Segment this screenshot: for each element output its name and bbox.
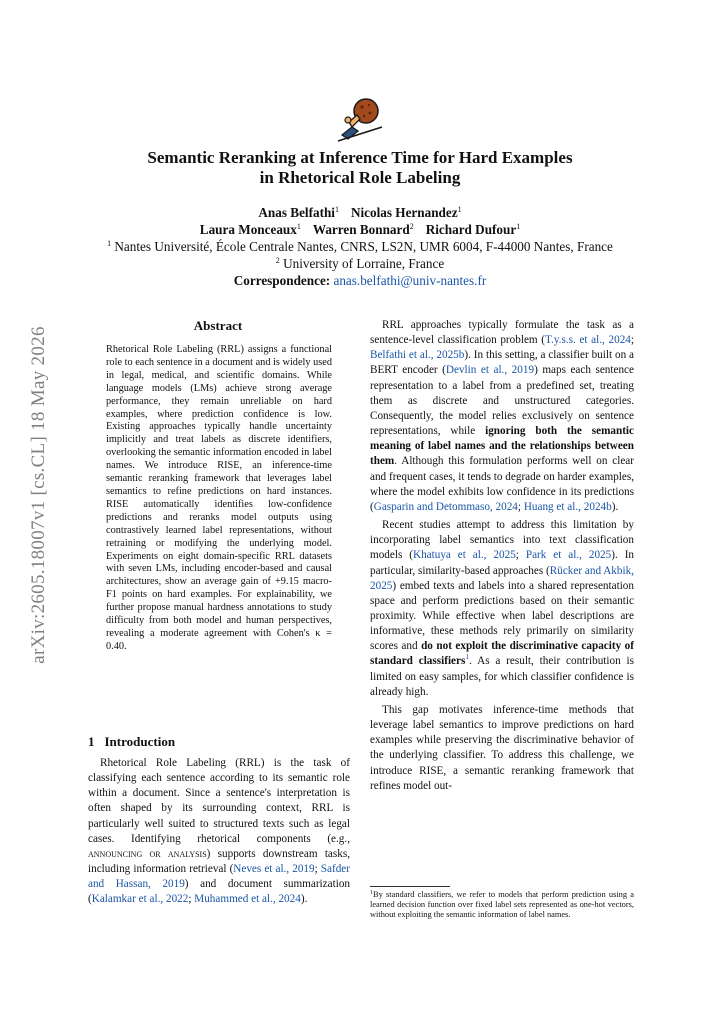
affiliation-mark: 1 [334, 205, 339, 214]
paragraph: Recent studies attempt to address this limitation by incorporating label semantics into text classification models (Khatuya et al., 2025; Park et al., 2025). In particular, similarity-based approaches (Rücker and Akbik, 2025) embed texts and labels into a shared representation space and perform predictions based on their semantic proximity. While effective when label descriptions are informative, these methods rely primarily on similarity scores and do not exploit the discriminative capacity of standard classifiers$^1$. As a result, their contribution is limited on easy samples, for which classifier confidence is already high. [370, 519, 635, 698]
paragraph: RRL approaches typically formulate the task as a sentence-level classification problem (T.y.s.s. et al., 2024; Belfathi et al., 2025b). In this setting, a classifier built on a BERT encoder (Devlin et al., 2019) maps each sentence representation to a label from a predefined set, treating them as discrete and unstructured categories. Consequently, the model relies exclusively on sentence representations, while ignoring both the semantic meaning of label names and the relationships between them. Although this formulation performs well on clear and frequent cases, it tends to degrade on harder examples, where the model exhibits low confidence in its predictions (Gasparin and Detommaso, 2024; Huang et al., 2024b). [370, 319, 634, 513]
author-name: Richard Dufour [425, 222, 517, 237]
correspondence: Correspondence: anas.belfathi@univ-nantes.fr [233, 273, 487, 288]
section-heading-introduction [88, 734, 350, 750]
affiliation-2: $^2$ University of Lorraine, France [275, 256, 445, 271]
email-link[interactable]: anas.belfathi@univ-nantes.fr [333, 273, 487, 288]
introduction-body [88, 756, 350, 908]
citation-link[interactable]: Belfathi et al., 2025b [370, 349, 465, 362]
affiliation-mark: 1 [296, 222, 301, 231]
citation-link[interactable]: Devlin et al., 2019 [445, 364, 535, 377]
author-block [60, 204, 660, 289]
author-name: Laura Monceaux [199, 222, 297, 237]
citation-link[interactable]: Park et al., 2025 [525, 549, 612, 562]
paragraph: This gap motivates inference-time methods that leverage label semantics to improve predictions on hard examples while preserving the discriminative behavior of the underlying classifier. To address this challenge, we introduce RISE, a semantic reranking framework that refines model out- [370, 703, 634, 792]
arxiv-sidebar [18, 295, 60, 695]
author-line-2 [60, 221, 660, 238]
citation-link[interactable]: Kalamkar et al., 2022 [91, 893, 189, 906]
section-title: Introduction [104, 734, 176, 749]
arxiv-id: arXiv:2605.18007v1 [cs.CL] 18 May 2026 [28, 326, 49, 664]
affiliation-1: $^1$ Nantes Université, École Centrale Nantes, CNRS, LS2N, UMR 6004, F-44000 Nantes, France [107, 239, 613, 254]
citation-link[interactable]: Neves et al., 2019 [233, 863, 315, 876]
citation-link[interactable]: Huang et al., 2024b [523, 500, 612, 513]
paragraph: Rhetorical Role Labeling (RRL) is the task of classifying each sentence according to its semantic role within a document. Since a sentence's interpretation is often shaped by its surrounding context, RRL is particularly well suited to structured texts such as legal cases. Identifying rhetorical components (e.g., announcing or analysis) supports downstream tasks, including information retrieval (Neves et al., 2019; Safder and Hassan, 2019) and document summarization (Kalamkar et al., 2022; Muhammed et al., 2024). [88, 757, 351, 906]
citation-link[interactable]: Gasparin and Detommaso, 2024 [373, 500, 518, 513]
title-line-1: Semantic Reranking at Inference Time for Hard Examples [147, 148, 573, 167]
citation-link[interactable]: Khatuya et al., 2025 [412, 549, 516, 562]
author-name: Warren Bonnard [312, 222, 410, 237]
abstract-heading: Abstract [193, 318, 243, 333]
author-name: Anas Belfathi [258, 205, 335, 220]
footnote: $^1$By standard classifiers, we refer to models that perform prediction using a learned decision function over fixed label sets represented as one-hot vectors, without exploiting the semantic information of label names. [370, 890, 634, 920]
right-column-body [370, 318, 634, 794]
author-line-1 [60, 204, 660, 221]
paper-title [100, 148, 620, 188]
title-line-2: in Rhetorical Role Labeling [259, 168, 461, 187]
citation-link[interactable]: T.y.s.s. et al., 2024 [545, 334, 631, 347]
citation-link[interactable]: Muhammed et al., 2024 [194, 893, 301, 906]
citation-link[interactable]: Safder and Hassan, 2019 [88, 863, 350, 891]
citation-link[interactable]: Rücker and Akbik, 2025 [370, 564, 634, 592]
abstract-text: Rhetorical Role Labeling (RRL) assigns a functional role to each sentence in a document and is widely used in legal, medical, and scientific domains. While language models (LMs) achieve strong average performance, they remain unreliable on hard examples, where prediction confidence is low. Existing approaches typically handle uncertainty implicitly and treat labels as discrete identifiers, overlooking the semantic information encoded in label names. We introduce RISE, an inference-time semantic reranking framework that leverages label semantics to refine predictions on hard instances. RISE automatically identifies low-confidence predictions and reranks model outputs using contrastively learned label representations, without retraining or modifying the underlying model. Experiments on eight domain-specific RRL datasets with seven LMs, including encoder-based and causal architectures, show an average gain of +9.15 macro-F1 points on hard examples. For explainability, we further propose manual hardness annotations to study difficulty from both model and human perspectives, revealing a moderate agreement with Cohen's κ = 0.40. [106, 344, 332, 652]
sisyphus-logo-icon [336, 97, 384, 143]
affiliation-mark: 1 [457, 205, 462, 214]
affiliation-mark: 2 [409, 222, 414, 231]
section-number: 1 [88, 734, 95, 749]
footnote-ref[interactable]: 1 [465, 652, 470, 662]
footnote-rule [370, 886, 450, 887]
affiliation-mark: 1 [516, 222, 521, 231]
author-name: Nicolas Hernandez [350, 205, 458, 220]
